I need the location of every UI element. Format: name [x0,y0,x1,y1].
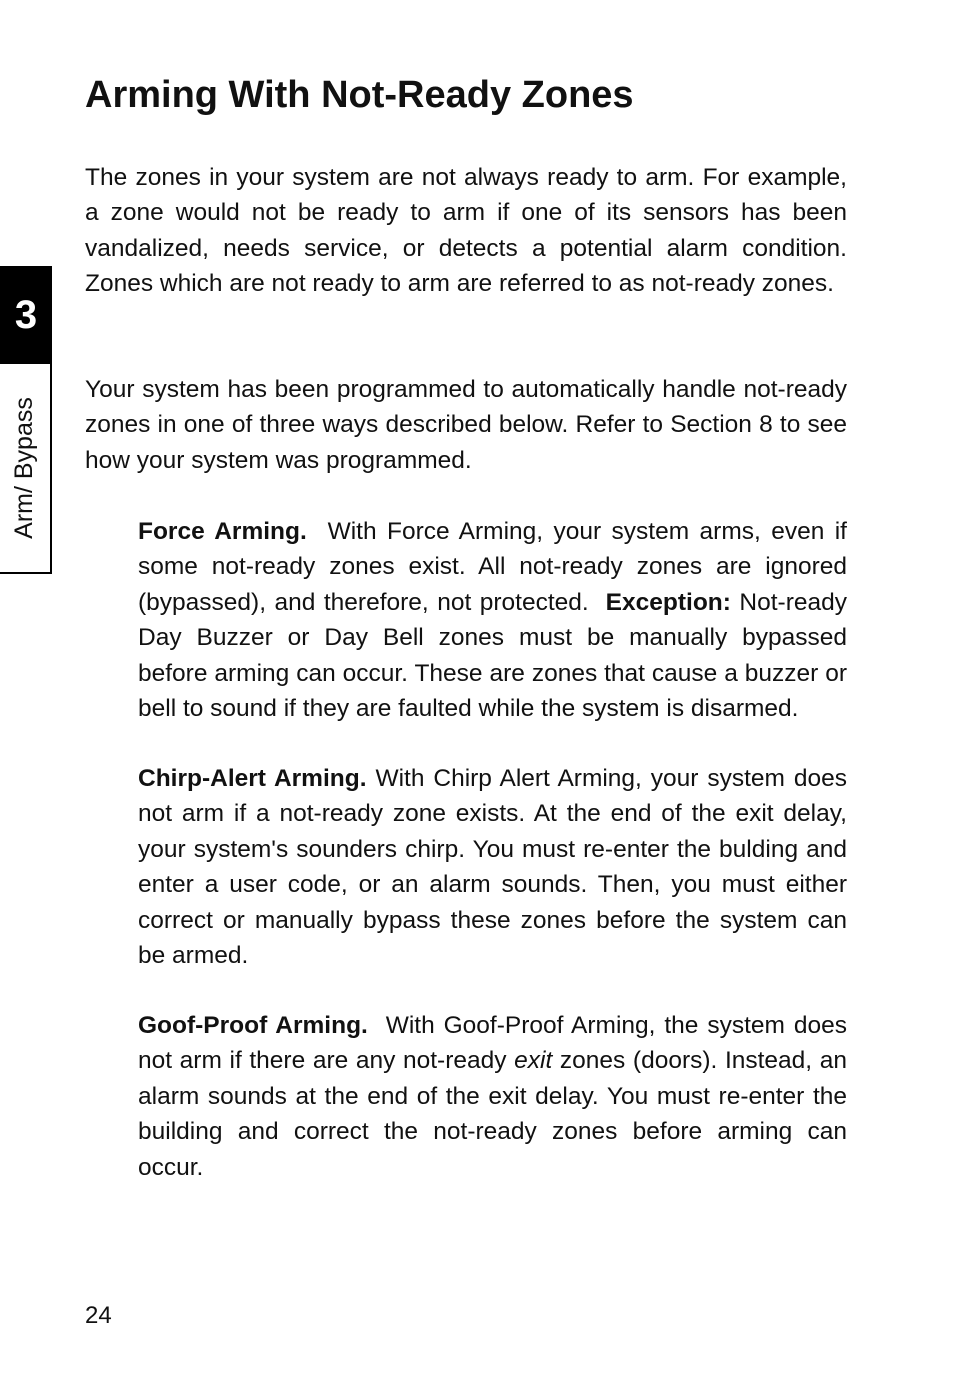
programming-paragraph: Your system has been programmed to automatically handle not-ready zones in one of three ways described below. Refer to Section 8 to see how your system was programmed. [85,376,847,474]
goof-proof-text: With Goof-Proof Arming, the system does not arm if there are any not-ready [138,1012,847,1075]
exception-text: Not-ready Day Buzzer or Day Bell zones must be manually bypassed before arming can occur. These are zones that cause a buzzer or bell to sound if they are faulted while the system is disarmed. [138,588,847,723]
exception-label: Exception: [605,588,731,616]
section-tab-label: Arm/ Bypass [10,397,38,539]
intro-paragraph: The zones in your system are not always ready to arm. For example, a zone would not be ready to arm if one of its sensors has been vandalized, needs service, or detects a potential alarm condition. Zones which are not ready to arm are referred to as not-ready zones. [85,164,847,298]
goof-proof-heading: Goof-Proof Arming. [138,1012,368,1039]
goof-proof-paragraph [138,1008,847,1185]
chirp-alert-paragraph [138,761,847,973]
chapter-tab [0,266,52,364]
chapter-number: 3 [14,293,38,337]
exit-emphasis: exit [514,1047,553,1075]
force-arming-paragraph [138,514,847,726]
chirp-alert-text: With Chirp Alert Arming, your system does not arm if a not-ready zone exists. At the end of the exit delay, your system's sounders chirp. You must re-enter the bulding and enter a user code, or an alarm sounds. Then, you must either correct or manually bypass these zones before the system can be armed. [138,765,847,970]
goof-proof-text-continued: zones (doors). Instead, an alarm sounds at the end of the exit delay. You must re-enter the building and correct the not-ready zones before arming can occur. [138,1047,847,1181]
chirp-alert-heading: Chirp-Alert Arming. [138,765,367,792]
force-arming-heading: Force Arming. [138,518,307,545]
force-arming-text: With Force Arming, your system arms, even if some not-ready zones exist. All not-ready zones are ignored (bypassed), and therefore, not protected. [138,518,847,616]
page-title: Arming With Not-Ready Zones [85,74,634,116]
page-number: 24 [85,1302,112,1329]
